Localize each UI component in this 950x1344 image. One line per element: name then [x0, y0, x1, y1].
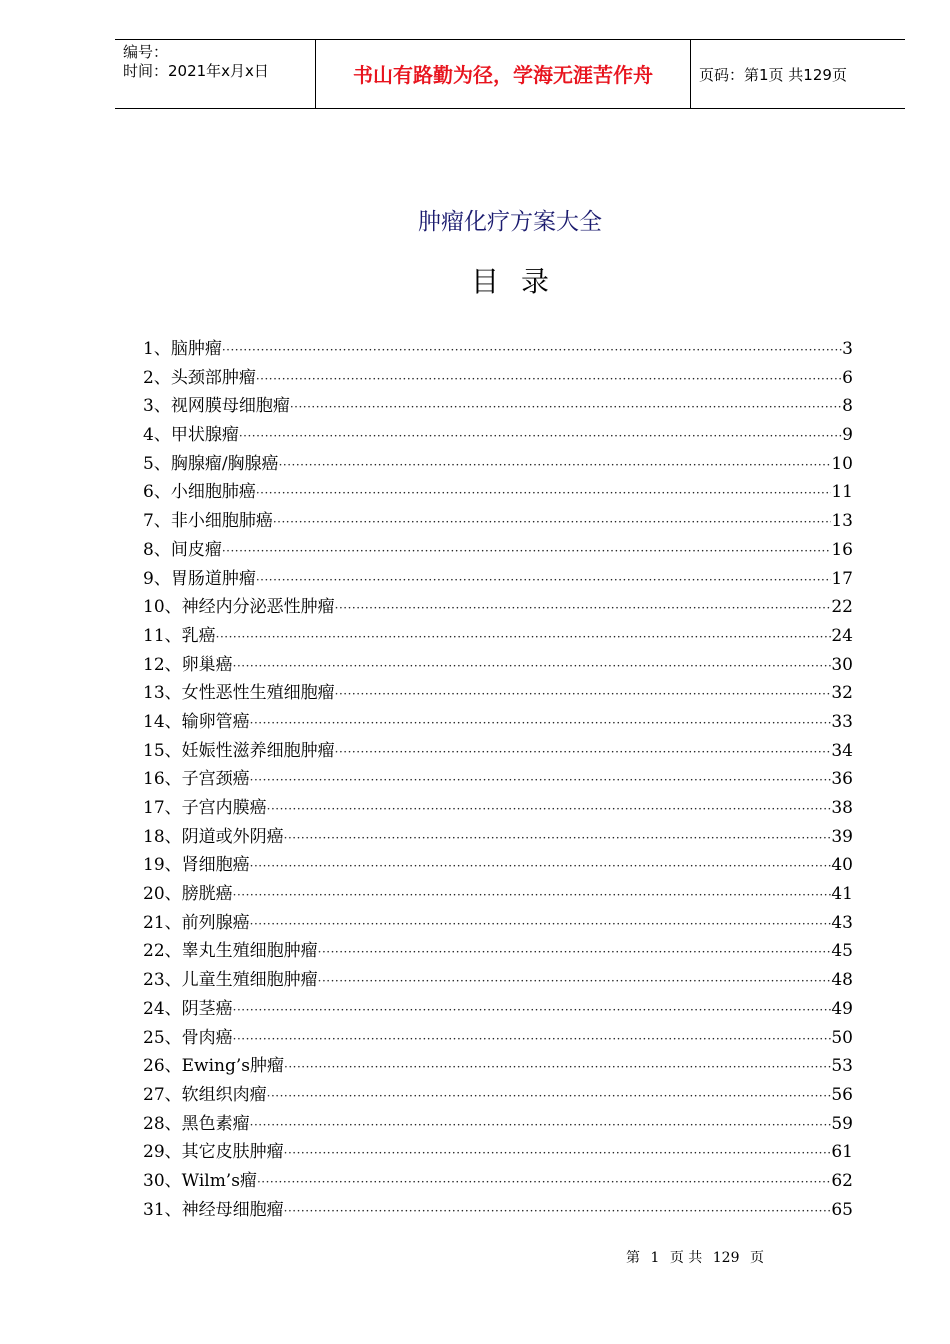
toc-entry-label: 女性恶性生殖细胞瘤: [181, 683, 335, 704]
toc-entry-label: 骨肉癌: [181, 1027, 233, 1048]
toc-entry[interactable]: [143, 966, 853, 995]
document-title: 肿瘤化疗方案大全: [418, 209, 602, 235]
toc-leader-dots: [290, 393, 842, 422]
toc-entry[interactable]: [143, 851, 853, 880]
toc-entry[interactable]: [143, 1196, 853, 1225]
toc-entry[interactable]: [143, 565, 853, 594]
toc-entry[interactable]: [143, 392, 853, 421]
toc-entry-page: 3: [842, 339, 853, 359]
toc-entry-label: 软组织肉瘤: [181, 1084, 267, 1105]
toc-entry-label: 睾丸生殖细胞肿瘤: [181, 941, 318, 962]
footer-total-pages: 129: [712, 1250, 740, 1266]
toc-entry-number: 22、: [143, 941, 182, 962]
toc-entry-number: 29、: [143, 1142, 182, 1163]
toc-leader-dots: [273, 508, 832, 537]
toc-leader-dots: [318, 967, 832, 996]
toc-entry-number: 11、: [143, 625, 182, 646]
toc-entry-label: 胸腺瘤/胸腺癌: [170, 453, 279, 474]
toc-entry-page: 62: [831, 1170, 853, 1191]
toc-entry-number: 13、: [143, 683, 182, 704]
toc-entry-number: 27、: [143, 1084, 182, 1105]
toc-entry-page: 45: [831, 941, 853, 962]
toc-entry-page: 40: [831, 855, 853, 876]
toc-entry[interactable]: [143, 679, 853, 708]
toc-entry[interactable]: [143, 622, 853, 651]
toc-leader-dots: [335, 680, 832, 709]
toc-entry-page: 43: [831, 912, 853, 933]
footer-suffix: 页: [749, 1250, 764, 1266]
toc-entry[interactable]: [143, 708, 853, 737]
toc-entry-label: Wilm’s瘤: [181, 1170, 257, 1191]
toc-entry[interactable]: [143, 1024, 853, 1053]
toc-entry[interactable]: [143, 1110, 853, 1139]
toc-leader-dots: [256, 365, 842, 394]
toc-entry-number: 20、: [143, 884, 182, 905]
toc-entry-page: 10: [831, 453, 853, 474]
toc-entry-label: 小细胞肺癌: [170, 482, 256, 503]
toc-entry-number: 31、: [143, 1199, 182, 1220]
toc-leader-dots: [284, 1053, 831, 1082]
toc-entry[interactable]: [143, 507, 853, 536]
toc-leader-dots: [233, 652, 832, 681]
toc-entry-number: 1、: [143, 339, 171, 359]
toc-leader-dots: [267, 1082, 832, 1111]
toc-entry[interactable]: [143, 765, 853, 794]
toc-entry[interactable]: [143, 937, 853, 966]
footer-current-page: 1: [650, 1250, 660, 1266]
toc-entry-page: 41: [831, 884, 853, 905]
toc-entry-page: 59: [831, 1113, 853, 1134]
toc-leader-dots: [257, 1168, 831, 1197]
toc-entry[interactable]: [143, 536, 853, 565]
toc-entry-label: 阴茎癌: [181, 998, 233, 1019]
toc-entry-label: 前列腺癌: [181, 912, 250, 933]
toc-entry-page: 24: [831, 625, 853, 646]
toc-leader-dots: [222, 336, 842, 365]
toc-entry-page: 22: [831, 597, 853, 618]
toc-entry-number: 9、: [143, 568, 171, 589]
toc-entry-label: 甲状腺瘤: [170, 425, 239, 446]
toc-leader-dots: [250, 1111, 832, 1140]
toc-entry-number: 6、: [143, 482, 171, 503]
toc-entry-number: 2、: [143, 367, 171, 388]
toc-entry-label: 黑色素瘤: [181, 1113, 250, 1134]
toc-leader-dots: [279, 451, 832, 480]
header-meta: [115, 40, 315, 108]
toc-entry[interactable]: [143, 593, 853, 622]
page-footer: [0, 1247, 950, 1267]
toc-entry-label: 儿童生殖细胞肿瘤: [181, 970, 318, 991]
toc-entry[interactable]: [143, 794, 853, 823]
toc-entry-number: 12、: [143, 654, 182, 675]
toc-entry-page: 32: [831, 683, 853, 704]
toc-entry[interactable]: [143, 1167, 853, 1196]
toc-entry-page: 36: [831, 769, 853, 790]
toc-entry-number: 4、: [143, 425, 171, 446]
toc-entry[interactable]: [143, 909, 853, 938]
toc-entry-label: 视网膜母细胞瘤: [170, 396, 290, 417]
toc-leader-dots: [256, 479, 832, 508]
toc-entry-number: 16、: [143, 769, 182, 790]
header-page-info: 页码：第1页 共129页: [699, 66, 847, 84]
toc-leader-dots: [233, 881, 832, 910]
toc-entry-label: 膀胱癌: [181, 884, 233, 905]
toc-entry-number: 8、: [143, 539, 171, 560]
toc-entry-page: 16: [831, 539, 853, 560]
toc-entry[interactable]: [143, 335, 853, 364]
toc-leader-dots: [250, 910, 832, 939]
toc-entry-page: 38: [831, 798, 853, 818]
toc-leader-dots: [233, 1025, 832, 1054]
toc-entry-page: 56: [831, 1084, 853, 1105]
toc-leader-dots: [250, 852, 832, 881]
toc-entry-number: 30、: [143, 1170, 182, 1191]
toc-entry-number: 23、: [143, 970, 182, 991]
toc-leader-dots: [284, 1197, 832, 1226]
toc-entry-label: 头颈部肿瘤: [170, 367, 256, 388]
toc-entry-label: 神经母细胞瘤: [181, 1199, 284, 1220]
toc-entry[interactable]: [143, 823, 853, 852]
toc-entry-page: 48: [831, 970, 853, 991]
toc-entry-page: 13: [831, 511, 853, 532]
toc-leader-dots: [267, 795, 832, 824]
toc-entry[interactable]: [143, 1138, 853, 1167]
toc-leader-dots: [284, 824, 832, 853]
toc-entry-number: 10、: [143, 597, 182, 618]
toc-entry-label: 子宫颈癌: [181, 769, 250, 790]
toc-entry[interactable]: [143, 478, 853, 507]
toc-leader-dots: [335, 594, 832, 623]
toc-leader-dots: [256, 566, 832, 595]
footer-prefix: 第: [626, 1250, 641, 1266]
toc-entry-number: 14、: [143, 711, 182, 732]
toc-entry-label: 胃肠道肿瘤: [170, 568, 256, 589]
toc-entry[interactable]: [143, 421, 853, 450]
code-label: 编号：: [123, 43, 169, 61]
toc-entry-number: 19、: [143, 855, 182, 876]
toc-entry-page: 50: [831, 1027, 853, 1048]
toc-entry[interactable]: [143, 450, 853, 479]
toc-leader-dots: [284, 1139, 832, 1168]
toc-entry-number: 28、: [143, 1113, 182, 1134]
time-label: 时间：2021年x月x日: [123, 62, 269, 80]
toc-entry-number: 7、: [143, 511, 171, 532]
toc-entry-label: 非小细胞肺癌: [170, 511, 273, 532]
toc-entry[interactable]: [143, 880, 853, 909]
toc-entry-label: 阴道或外阴癌: [181, 826, 284, 847]
toc-entry-label: 妊娠性滋养细胞肿瘤: [181, 740, 335, 761]
toc-entry-label: Ewing’s肿瘤: [181, 1056, 284, 1077]
toc-entry-label: 乳癌: [181, 625, 216, 646]
toc-entry-label: 其它皮肤肿瘤: [181, 1142, 284, 1163]
toc-entry-label: 间皮瘤: [170, 539, 222, 560]
toc-entry-page: 61: [831, 1142, 853, 1163]
toc-entry-label: 神经内分泌恶性肿瘤: [181, 597, 335, 618]
toc-entry-number: 3、: [143, 396, 171, 417]
toc-entry-number: 5、: [143, 453, 171, 474]
toc-entry-label: 肾细胞癌: [181, 855, 250, 876]
toc-entry-number: 21、: [143, 912, 182, 933]
toc-entry-label: 卵巢癌: [181, 654, 233, 675]
toc-entry-label: 输卵管癌: [181, 711, 250, 732]
table-of-contents: [143, 335, 853, 1224]
toc-leader-dots: [335, 738, 832, 767]
toc-entry[interactable]: [143, 1081, 853, 1110]
footer-mid: 页 共: [669, 1250, 703, 1266]
toc-entry[interactable]: [143, 364, 853, 393]
header-motto: 书山有路勤为径，学海无涯苦作舟: [315, 40, 691, 108]
toc-entry-label: 脑肿瘤: [170, 339, 222, 359]
toc-entry-page: 30: [831, 654, 853, 675]
toc-leader-dots: [250, 766, 832, 795]
toc-entry-page: 33: [831, 711, 853, 732]
toc-entry-page: 11: [831, 482, 853, 503]
toc-leader-dots: [233, 996, 832, 1025]
toc-entry-number: 17、: [143, 798, 182, 818]
page-header: [115, 39, 905, 109]
toc-entry-page: 8: [842, 396, 853, 417]
toc-entry-label: 子宫内膜癌: [181, 798, 267, 818]
toc-entry[interactable]: [143, 737, 853, 766]
toc-entry[interactable]: [143, 1052, 853, 1081]
toc-entry-page: 6: [842, 367, 853, 388]
toc-leader-dots: [216, 623, 832, 652]
toc-entry-page: 17: [831, 568, 853, 589]
toc-leader-dots: [250, 709, 832, 738]
toc-entry-page: 53: [831, 1056, 853, 1077]
toc-leader-dots: [318, 938, 832, 967]
toc-entry-number: 15、: [143, 740, 182, 761]
toc-heading: 目录: [470, 265, 571, 298]
toc-entry[interactable]: [143, 651, 853, 680]
toc-entry-page: 34: [831, 740, 853, 761]
toc-leader-dots: [239, 422, 842, 451]
toc-entry-page: 65: [831, 1199, 853, 1220]
toc-entry-number: 18、: [143, 826, 182, 847]
toc-entry-page: 39: [831, 826, 853, 847]
toc-entry-number: 25、: [143, 1027, 182, 1048]
toc-entry[interactable]: [143, 995, 853, 1024]
toc-entry-number: 26、: [143, 1056, 182, 1077]
toc-entry-page: 9: [842, 425, 853, 446]
toc-entry-number: 24、: [143, 998, 182, 1019]
toc-entry-page: 49: [831, 998, 853, 1019]
toc-leader-dots: [222, 537, 832, 566]
